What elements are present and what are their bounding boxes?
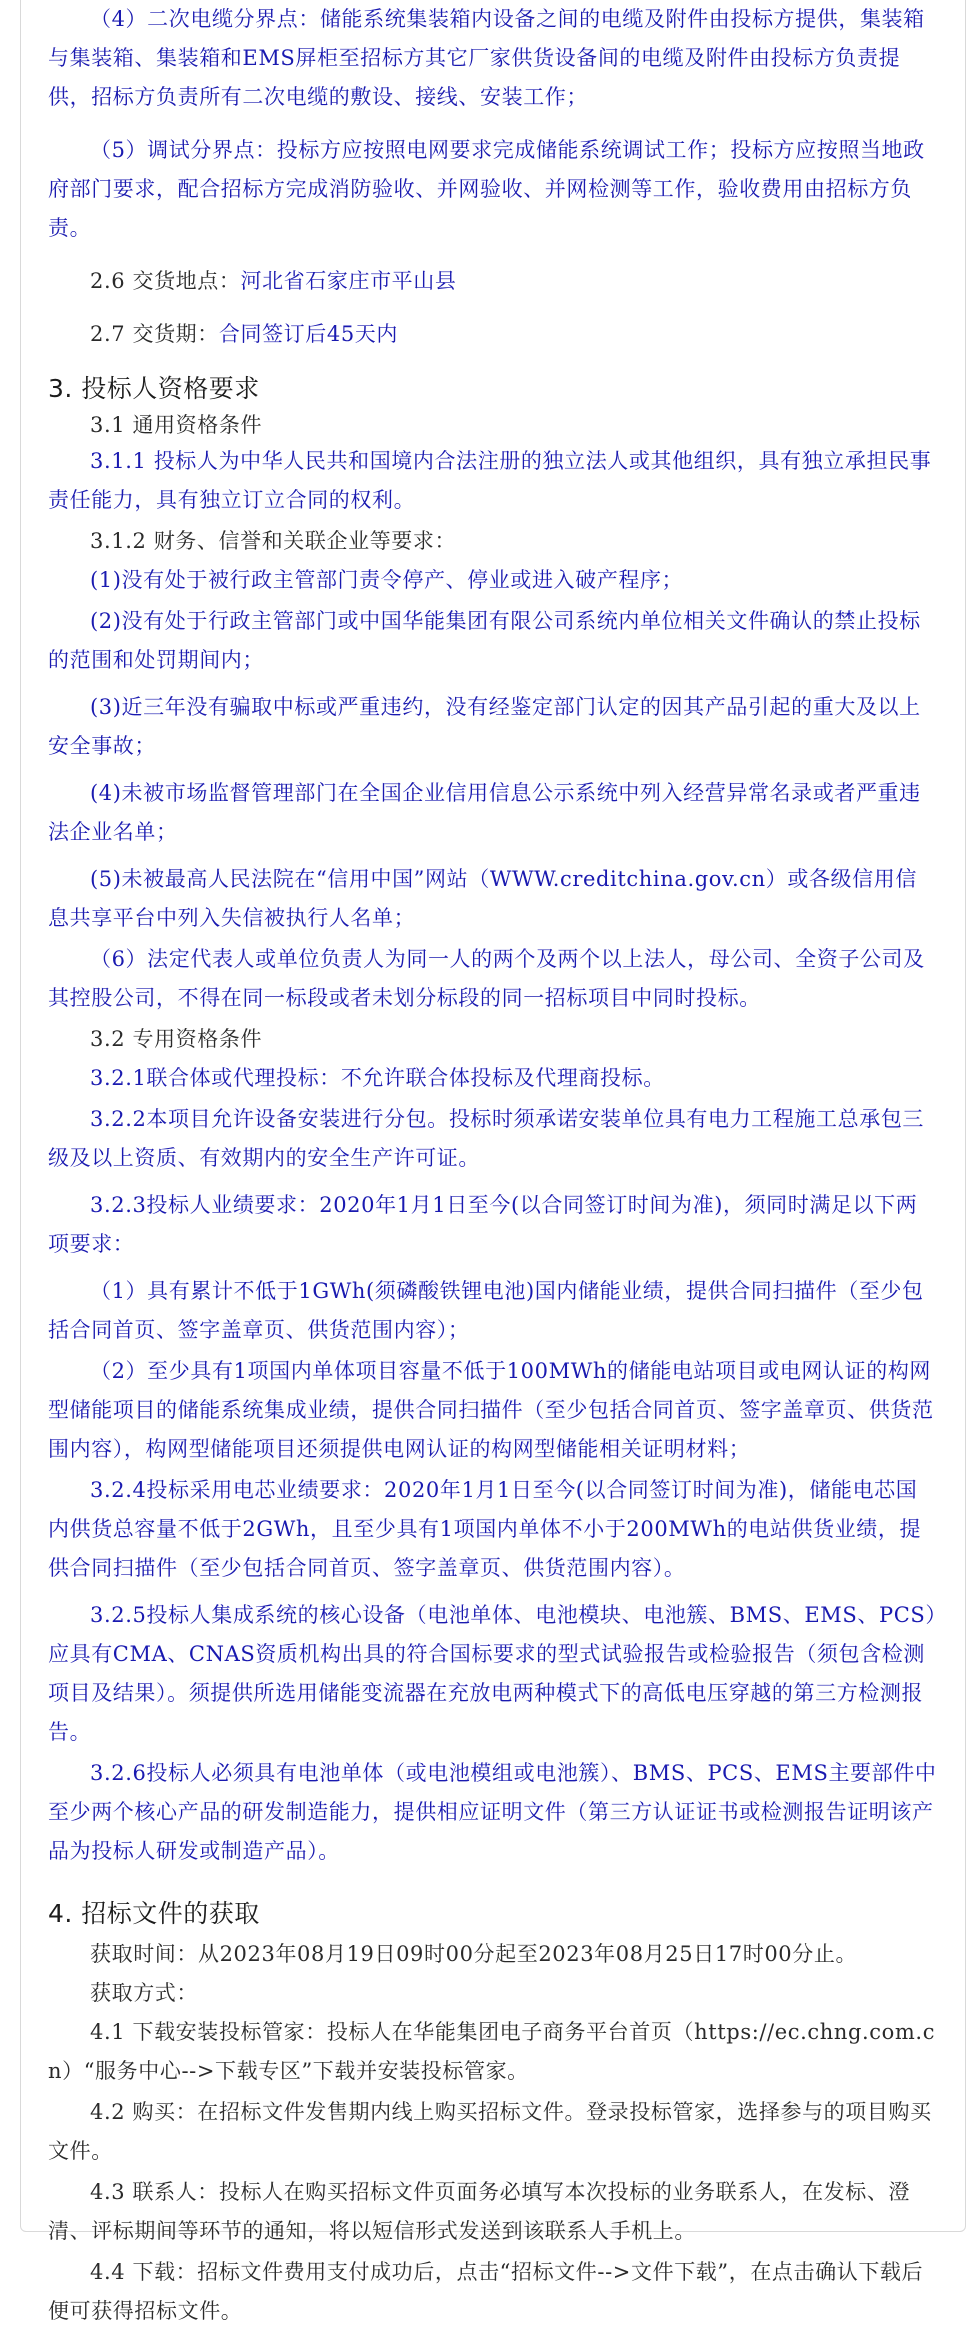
requirement-2: (2)没有处于行政主管部门或中国华能集团有限公司系统内单位相关文件确认的禁止投标的范围和处罚期间内； xyxy=(48,609,921,672)
clause-3-2-5: 3.2.5投标人集成系统的核心设备（电池单体、电池模块、电池簇、BMS、EMS、PCS）应具有CMA、CNAS资质机构出具的符合国标要求的型式试验报告或检验报告（须包含检测项目及结果）。须提供所选用储能变流器在充放电两种模式下的高低电压穿越的第三方检测报告。 xyxy=(48,1603,937,1744)
delivery-location-label: 2.6 交货地点： xyxy=(90,269,241,293)
step-4-4: 4.4 下载：招标文件费用支付成功后，点击“招标文件-->文件下载”，在点击确认下载后便可获得招标文件。 xyxy=(48,2260,924,2323)
section-heading-3: 3. 投标人资格要求 xyxy=(48,374,260,403)
requirement-6: （6）法定代表人或单位负责人为同一人的两个及两个以上法人，母公司、全资子公司及其控股公司，不得在同一标段或者未划分标段的同一招标项目中同时投标。 xyxy=(48,947,925,1010)
clause-3-1-1: 3.1.1 投标人为中华人民共和国境内合法注册的独立法人或其他组织，具有独立承担民事责任能力，具有独立订立合同的权利。 xyxy=(48,449,932,512)
section-heading-4: 4. 招标文件的获取 xyxy=(48,1899,260,1928)
acquisition-method: 获取方式： xyxy=(90,1981,198,2005)
paragraph-cable-boundary: （4）二次电缆分界点：储能系统集装箱内设备之间的电缆及附件由投标方提供，集装箱与集装箱、集装箱和EMS屏柜至招标方其它厂家供货设备间的电缆及附件由投标方负责提供，招标方负责所有二次电缆的敷设、接线、安装工作； xyxy=(48,7,925,109)
document-body xyxy=(48,0,938,2331)
step-4-3: 4.3 联系人：投标人在购买招标文件页面务必填写本次投标的业务联系人，在发标、澄清、评标期间等环节的通知，将以短信形式发送到该联系人手机上。 xyxy=(48,2180,911,2243)
requirement-1: (1)没有处于被行政主管部门责令停产、停业或进入破产程序； xyxy=(90,568,684,592)
general-qualification-heading: 3.1 通用资格条件 xyxy=(90,413,263,437)
step-4-2: 4.2 购买：在招标文件发售期内线上购买招标文件。登录投标管家，选择参与的项目购买文件。 xyxy=(48,2100,932,2163)
special-qualification-heading: 3.2 专用资格条件 xyxy=(90,1027,263,1051)
performance-item-2: （2）至少具有1项国内单体项目容量不低于100MWh的储能电站项目或电网认证的构网型储能项目的储能系统集成业绩，提供合同扫描件（至少包括合同首页、签字盖章页、供货范围内容），构网型储能项目还须提供电网认证的构网型储能相关证明材料； xyxy=(48,1359,934,1461)
clause-3-2-3: 3.2.3投标人业绩要求：2020年1月1日至今(以合同签订时间为准)，须同时满足以下两项要求： xyxy=(48,1193,918,1256)
delivery-location xyxy=(48,262,938,301)
requirement-5: (5)未被最高人民法院在“信用中国”网站（WWW.creditchina.gov.cn）或各级信用信息共享平台中列入失信被执行人名单； xyxy=(48,867,917,930)
delivery-period-label: 2.7 交货期： xyxy=(90,322,219,346)
clause-3-1-2: 3.1.2 财务、信誉和关联企业等要求： xyxy=(90,529,457,553)
clause-3-2-1: 3.2.1联合体或代理投标：不允许联合体投标及代理商投标。 xyxy=(90,1066,665,1090)
performance-item-1: （1）具有累计不低于1GWh(须磷酸铁锂电池)国内储能业绩，提供合同扫描件（至少包括合同首页、签字盖章页、供货范围内容）； xyxy=(48,1279,924,1342)
clause-3-2-6: 3.2.6投标人必须具有电池单体（或电池模组或电池簇）、BMS、PCS、EMS主要部件中至少两个核心产品的研发制造能力，提供相应证明文件（第三方认证证书或检测报告证明该产品为投标人研发或制造产品）。 xyxy=(48,1761,937,1863)
paragraph-debug-boundary: （5）调试分界点：投标方应按照电网要求完成储能系统调试工作；投标方应按照当地政府部门要求，配合招标方完成消防验收、并网验收、并网检测等工作，验收费用由招标方负责。 xyxy=(48,138,925,240)
clause-3-2-4: 3.2.4投标采用电芯业绩要求：2020年1月1日至今(以合同签订时间为准)，储能电芯国内供货总容量不低于2GWh，且至少具有1项国内单体不小于200MWh的电站供货业绩，提供合同扫描件（至少包括合同首页、签字盖章页、供货范围内容）。 xyxy=(48,1478,922,1580)
delivery-period-value: 合同签订后45天内 xyxy=(218,322,398,346)
clause-3-2-2: 3.2.2本项目允许设备安装进行分包。投标时须承诺安装单位具有电力工程施工总承包三级及以上资质、有效期内的安全生产许可证。 xyxy=(48,1107,925,1170)
delivery-period xyxy=(48,315,938,354)
acquisition-time: 获取时间：从2023年08月19日09时00分起至2023年08月25日17时00分止。 xyxy=(90,1942,858,1966)
requirement-4: (4)未被市场监督管理部门在全国企业信用信息公示系统中列入经营异常名录或者严重违法企业名单； xyxy=(48,781,921,844)
step-4-1: 4.1 下载安装投标管家：投标人在华能集团电子商务平台首页（https://ec.chng.com.cn）“服务中心-->下载专区”下载并安装投标管家。 xyxy=(48,2020,936,2083)
delivery-location-value: 河北省石家庄市平山县 xyxy=(240,269,457,293)
requirement-3: (3)近三年没有骗取中标或严重违约，没有经鉴定部门认定的因其产品引起的重大及以上安全事故； xyxy=(48,695,921,758)
